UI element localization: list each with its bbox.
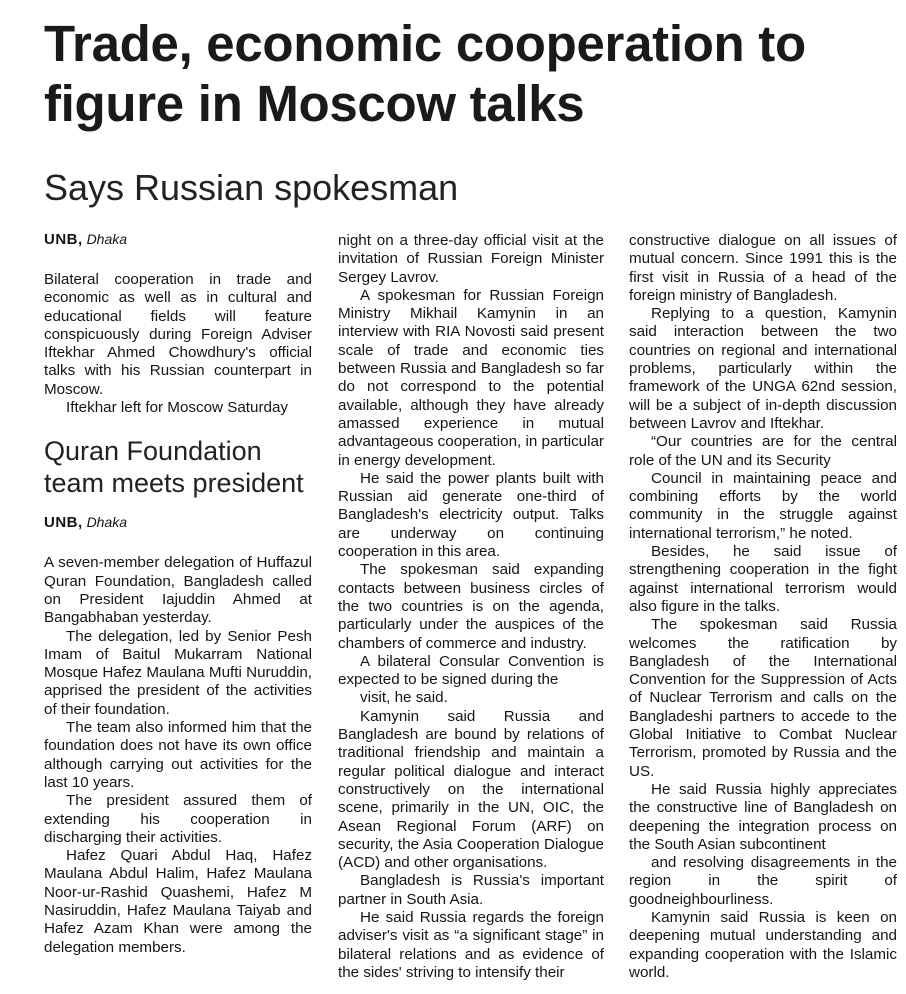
- article-paragraph: Besides, he said issue of strengthening cooperation in the fight against international terrorism would also figure in the talks.: [629, 543, 897, 615]
- article-paragraph: Kamynin said Russia and Bangladesh are bound by relations of traditional friendship and maintain a regular political dialogue and interact constructively on the international scene, primarily in the UN, OIC, the Asean Regional Forum (ARF) on security, the Asia Cooperation Dialogue (ACD) and other organisations.: [338, 707, 604, 872]
- article-paragraph: “Our countries are for the central role of the UN and its Security: [629, 433, 897, 469]
- story2-dateline-place: Dhaka: [86, 514, 128, 531]
- article-paragraph: The spokesman said Russia welcomes the ratification by Bangladesh of the International Convention for the Suppression of Acts of Nuclear Terrorism and calls on the Bangladeshi partners to accede to the Global Initiative to Combat Nuclear Terrorism, promoted by Russia and the US.: [629, 616, 897, 780]
- story2-paragraph: The delegation, led by Senior Pesh Imam of Baitul Mukarram National Mosque Hafez Maulana Mufti Nuruddin, apprised the president of the activities of their foundation.: [44, 627, 312, 718]
- article-paragraph: Replying to a question, Kamynin said interaction between the two countries on regional and international problems, particularly within the framework of the UNGA 62nd session, will be a subject of in-depth discussion between Lavrov and Iftekhar.: [629, 305, 897, 432]
- story2-paragraph: Hafez Quari Abdul Haq, Hafez Maulana Abdul Halim, Hafez Maulana Noor-ur-Rashid Quashemi, Hafez M Nasiruddin, Hafez Maulana Taiyab and Hafez Azam Khan were among the delegation members.: [44, 847, 312, 956]
- story2-paragraph: The president assured them of extending his cooperation in discharging their activities.: [44, 792, 312, 846]
- story2-paragraph: A seven-member delegation of Huffazul Quran Foundation, Bangladesh called on President Iajuddin Ahmed at Bangabhaban yesterday.: [44, 554, 312, 627]
- article-paragraph: He said Russia regards the foreign adviser's visit as “a significant stage” in bilateral relations and as evidence of the sides' striving to intensify their: [338, 908, 604, 981]
- article-paragraph: A bilateral Consular Convention is expected to be signed during the: [338, 652, 604, 689]
- article-paragraph: and resolving disagreements in the region in the spirit of goodneighbourliness.: [629, 854, 897, 908]
- article-paragraph: Bangladesh is Russia's important partner in South Asia.: [338, 872, 604, 908]
- column-2: [338, 232, 604, 982]
- article-paragraph: visit, he said.: [360, 689, 448, 707]
- article-paragraph: night on a three-day official visit at the invitation of Russian Foreign Minister Sergey Lavrov.: [338, 232, 604, 286]
- article-paragraph: The spokesman said expanding contacts between business circles of the two countries is on the agenda, particularly under the auspices of the chambers of commerce and industry.: [338, 561, 604, 652]
- headline: Trade, economic cooperation to figure in Moscow talks: [44, 15, 806, 132]
- article-paragraph: He said the power plants built with Russian aid generate one-third of Bangladesh's electricity output. Talks are underway on continuing cooperation in this area.: [338, 469, 604, 561]
- article-paragraph: Bilateral cooperation in trade and economic as well as in cultural and educational fields will feature conspicuously during Foreign Adviser Iftekhar Ahmed Chowdhury's official talks with his Russian counterpart in Moscow.: [44, 271, 312, 398]
- dateline: [44, 230, 312, 249]
- article-paragraph: Kamynin said Russia is keen on deepening mutual understanding and expanding cooperation with the Islamic world.: [629, 908, 897, 981]
- article-paragraph: Iftekhar left for Moscow Saturday: [66, 399, 288, 417]
- article-paragraph: Council in maintaining peace and combining efforts by the world community in the struggle against international terrorism,” he noted.: [629, 469, 897, 542]
- article-paragraph: constructive dialogue on all issues of mutual concern. Since 1991 this is the first visit in Russia of a head of the foreign ministry of Bangladesh.: [629, 232, 897, 304]
- column-3: [629, 232, 897, 982]
- article-paragraph: He said Russia highly appreciates the constructive line of Bangladesh on deepening the integration process on the South Asian subcontinent: [629, 780, 897, 853]
- story2-dateline: [44, 513, 312, 532]
- story2-paragraph: The team also informed him that the foundation does not have its own office although carrying out activities for the last 10 years.: [44, 719, 312, 791]
- column-1: [44, 230, 312, 957]
- subheadline: Says Russian spokesman: [44, 167, 459, 208]
- dateline-place: Dhaka: [86, 231, 128, 247]
- article-paragraph: A spokesman for Russian Foreign Ministry Mikhail Kamynin in an interview with RIA Novosti said present scale of trade and economic ties between Russia and Bangladesh so far do not correspond to the potential available, although they have already amassed experience in mutual advantageous cooperation, in particular in energy development.: [338, 286, 604, 469]
- agency-credit: UNB,: [44, 231, 83, 248]
- story2-headline: Quran Foundation team meets president: [44, 436, 304, 499]
- story2-agency-credit: UNB,: [44, 514, 83, 532]
